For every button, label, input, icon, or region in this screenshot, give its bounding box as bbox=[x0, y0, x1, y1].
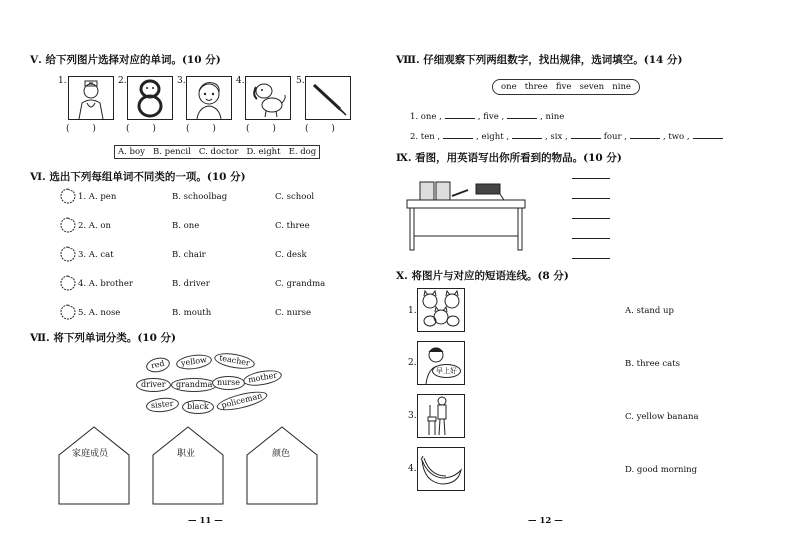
options-text: A. boy B. pencil C. doctor D. eight E. dog bbox=[118, 147, 317, 157]
section-vi-heading: Ⅵ. 选出下列每组单词不同类的一项。(10 分) bbox=[30, 171, 246, 183]
answer-flower-icon bbox=[60, 217, 76, 233]
pic-number: 2. bbox=[408, 358, 417, 368]
good-morning-picture bbox=[417, 341, 465, 385]
pic-number: 3. bbox=[408, 411, 417, 421]
section-ix-heading: Ⅸ. 看图，用英语写出你所看到的物品。(10 分) bbox=[396, 152, 622, 164]
seq-text: , eight , bbox=[476, 132, 510, 142]
word-bank-text: one three five seven nine bbox=[501, 82, 631, 92]
pic-number: 4. bbox=[408, 464, 417, 474]
pic-number: 1. bbox=[58, 76, 67, 86]
cats-icon bbox=[418, 289, 464, 331]
answer-line[interactable] bbox=[572, 198, 610, 199]
option-c: C. school bbox=[275, 192, 315, 202]
seq-text: four , bbox=[603, 132, 627, 142]
word-oval: policeman bbox=[215, 388, 269, 414]
house-label-colors: 颜色 bbox=[272, 449, 291, 459]
dog-icon bbox=[246, 77, 290, 119]
pic-number: 5. bbox=[296, 76, 305, 86]
phrase-item[interactable]: D. good morning bbox=[625, 465, 698, 475]
word-oval: yellow bbox=[175, 353, 213, 372]
seq-text: , five , bbox=[477, 112, 505, 122]
answer-line[interactable] bbox=[572, 258, 610, 259]
pencil-picture bbox=[305, 76, 351, 120]
phrase-item[interactable]: A. stand up bbox=[625, 306, 674, 316]
phrase-item[interactable]: C. yellow banana bbox=[625, 412, 699, 422]
word-oval: grandma bbox=[171, 378, 217, 392]
sequence-line-2 bbox=[410, 130, 726, 142]
child-greeting-icon bbox=[418, 342, 464, 384]
seq-text: 2. ten , bbox=[410, 132, 441, 142]
option-a: 3. A. cat bbox=[78, 250, 114, 260]
option-a: 5. A. nose bbox=[78, 308, 121, 318]
answer-flower-icon bbox=[60, 304, 76, 320]
option-b: B. one bbox=[172, 221, 200, 231]
house-outline-icon bbox=[58, 425, 130, 505]
option-c: C. grandma bbox=[275, 279, 326, 289]
eight-icon bbox=[128, 77, 172, 119]
word-oval: sister bbox=[145, 396, 179, 413]
doctor-picture bbox=[68, 76, 114, 120]
house-outline-icon bbox=[152, 425, 224, 505]
option-c: C. three bbox=[275, 221, 310, 231]
option-b: B. schoolbag bbox=[172, 192, 228, 202]
option-a: 4. A. brother bbox=[78, 279, 133, 289]
answer-blank[interactable] bbox=[512, 130, 542, 139]
page-number-left: — 11 — bbox=[188, 516, 223, 526]
word-oval: red bbox=[145, 356, 171, 375]
desk-picture-icon bbox=[406, 176, 526, 252]
dog-picture bbox=[245, 76, 291, 120]
phrase-item[interactable]: B. three cats bbox=[625, 359, 680, 369]
answer-line[interactable] bbox=[572, 238, 610, 239]
option-c: C. desk bbox=[275, 250, 307, 260]
option-a: 2. A. on bbox=[78, 221, 111, 231]
banana-icon bbox=[418, 448, 464, 490]
word-bank bbox=[492, 79, 640, 95]
seq-text: 1. one , bbox=[410, 112, 442, 122]
boy-picture bbox=[186, 76, 232, 120]
seq-text: , six , bbox=[545, 132, 568, 142]
house-label-family: 家庭成员 bbox=[72, 449, 109, 459]
three-cats-picture bbox=[417, 288, 465, 332]
section-x-heading: Ⅹ. 将图片与对应的短语连线。(8 分) bbox=[396, 270, 569, 282]
answer-flower-icon bbox=[60, 275, 76, 291]
pic-number: 4. bbox=[236, 76, 245, 86]
answer-flower-icon bbox=[60, 246, 76, 262]
word-oval: driver bbox=[136, 378, 171, 392]
speech-bubble: 早上好 bbox=[432, 364, 461, 378]
answer-flower-icon bbox=[60, 188, 76, 204]
answer-line[interactable] bbox=[572, 218, 610, 219]
eight-picture bbox=[127, 76, 173, 120]
answer-blank[interactable] bbox=[443, 130, 473, 139]
answer-blank[interactable] bbox=[630, 130, 660, 139]
section-v-heading: Ⅴ. 给下列图片选择对应的单词。(10 分) bbox=[30, 54, 221, 66]
option-c: C. nurse bbox=[275, 308, 312, 318]
seq-text: , two , bbox=[662, 132, 690, 142]
seq-text: , nine bbox=[540, 112, 565, 122]
standing-child-icon bbox=[418, 395, 464, 437]
stand-up-picture bbox=[417, 394, 465, 438]
answer-paren: ( ) bbox=[305, 124, 345, 134]
house-label-jobs: 职业 bbox=[177, 449, 196, 459]
option-b: B. driver bbox=[172, 279, 210, 289]
doctor-icon bbox=[69, 77, 113, 119]
section-viii-heading: Ⅷ. 仔细观察下列两组数字，找出规律，选词填空。(14 分) bbox=[396, 54, 683, 66]
answer-blank[interactable] bbox=[693, 130, 723, 139]
page-number-right: — 12 — bbox=[528, 516, 563, 526]
option-b: B. mouth bbox=[172, 308, 212, 318]
answer-blank[interactable] bbox=[445, 110, 475, 119]
banana-picture bbox=[417, 447, 465, 491]
house-outline-icon bbox=[246, 425, 318, 505]
answer-blank[interactable] bbox=[507, 110, 537, 119]
word-oval: mother bbox=[242, 368, 283, 389]
answer-paren: ( ) bbox=[246, 124, 286, 134]
answer-paren: ( ) bbox=[186, 124, 226, 134]
pic-number: 2. bbox=[118, 76, 127, 86]
boy-icon bbox=[187, 77, 231, 119]
pic-number: 1. bbox=[408, 306, 417, 316]
pencil-icon bbox=[306, 77, 350, 119]
answer-paren: ( ) bbox=[66, 124, 106, 134]
answer-line[interactable] bbox=[572, 178, 610, 179]
option-a: 1. A. pen bbox=[78, 192, 117, 202]
section-v-options bbox=[114, 145, 320, 159]
word-oval: nurse bbox=[212, 376, 245, 390]
answer-paren: ( ) bbox=[126, 124, 166, 134]
option-b: B. chair bbox=[172, 250, 206, 260]
pic-number: 3. bbox=[177, 76, 186, 86]
word-oval: black bbox=[182, 400, 214, 414]
answer-blank[interactable] bbox=[571, 130, 601, 139]
section-vii-heading: Ⅶ. 将下列单词分类。(10 分) bbox=[30, 332, 177, 344]
word-oval: teacher bbox=[213, 351, 256, 372]
sequence-line-1 bbox=[410, 110, 564, 122]
